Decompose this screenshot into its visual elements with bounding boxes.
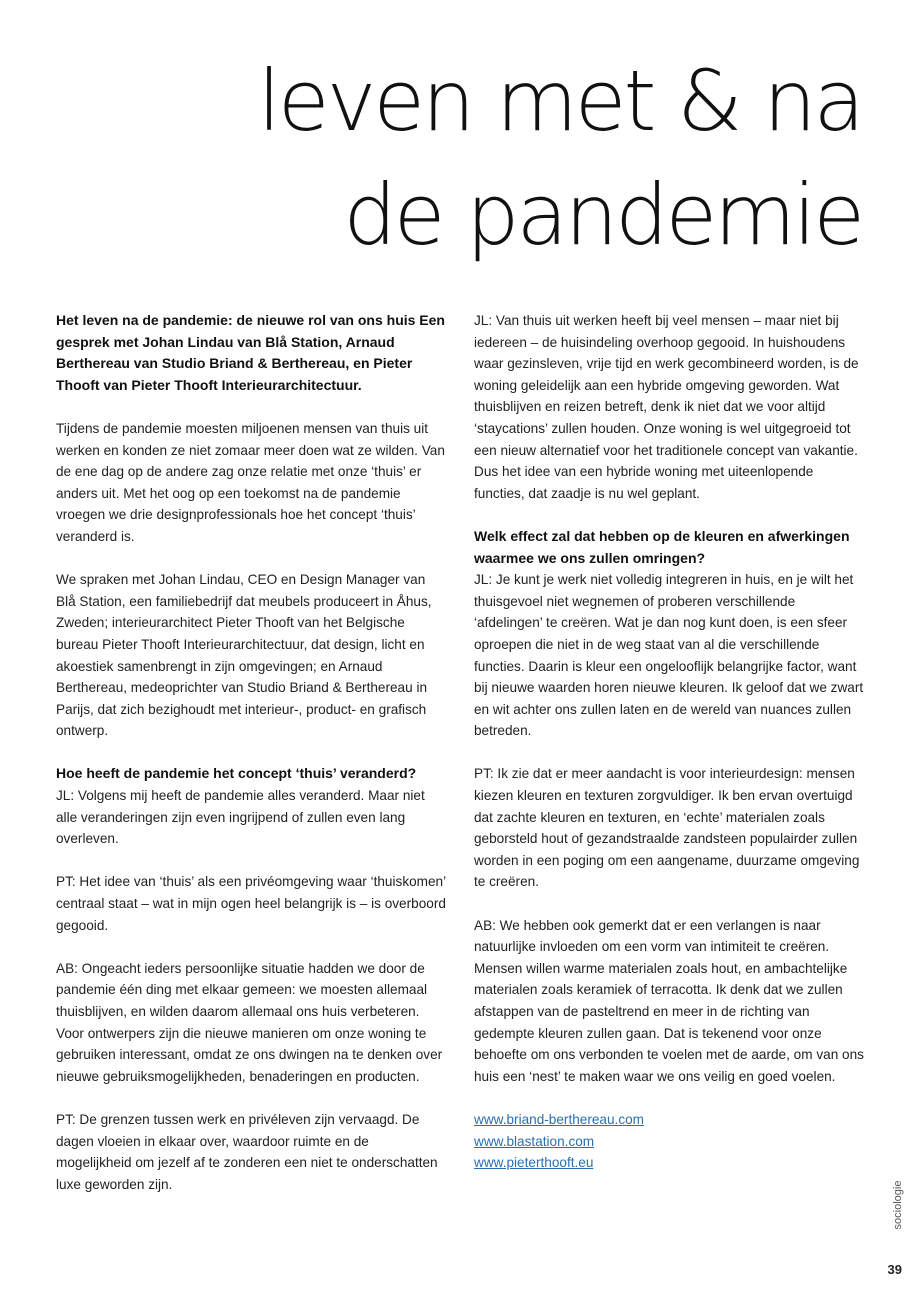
question-heading: Welk effect zal dat hebben op de kleuren en afwerkingen waarmee we ons zullen omringen? (474, 527, 850, 566)
intro-paragraph-2: We spraken met Johan Lindau, CEO en Design Manager van Blå Station, een familiebedrijf dat meubels produceert in Åhus, Zweden; interieurarchitect Pieter Thooft van het Belgische bureau Pieter Thooft Interieurarchitectuur, dat design, licht en akoestiek samenbrengt in zijn omgevingen; en Arnaud Berthereau, medeoprichter van Studio Briand & Berthereau in Parijs, dat zich bezighoudt met interieur-, product- en grafisch ontwerp. (56, 572, 432, 739)
link-list (474, 1109, 866, 1174)
link-pieterthooft[interactable]: www.pieterthooft.eu (474, 1155, 594, 1171)
section-label-text: sociologie (892, 1180, 904, 1230)
question-heading: Hoe heeft de pandemie het concept ‘thuis’ veranderd? (56, 765, 417, 782)
title-line-2: de pandemie (343, 166, 862, 264)
right-column (474, 310, 866, 1174)
left-column (56, 310, 448, 1217)
qa-block-2 (474, 526, 866, 742)
page-number: 39 (887, 1262, 902, 1277)
section-label (880, 1170, 916, 1240)
title-line-1: leven met & na (257, 52, 862, 150)
answer-paragraph: JL: Van thuis uit werken heeft bij veel mensen – maar niet bij iedereen – de huisindeling overhoop gegooid. In huishoudens waar gezinsleven, vrije tijd en werk gecombineerd worden, is de woning geleidelijk aan een hybride omgeving geworden. Wat thuisblijven en reizen betreft, denk ik niet dat we voor altijd ‘staycations’ zullen houden. Onze woning is wel uitgegroeid tot een nieuw alternatief voor het traditionele concept van vakantie. Dus het idee van een hybride woning met uiteenlopende functies, dat zaadje is nu wel geplant. (474, 313, 859, 501)
answer-paragraph: JL: Je kunt je werk niet volledig integreren in huis, en je wilt het thuisgevoel niet wegnemen of proberen verschillende ‘afdelingen’ te creëren. Wat je dan nog kunt doen, is een sfeer oproepen die niet in de weg staat van al die verschillende functies. Daarin is kleur een ongelooflijk belangrijke factor, want bij nieuwe waarden horen nieuwe kleuren. Ik geloof dat we zwart en wit achter ons zullen laten en de wereld van nuances zullen betreden. (474, 572, 864, 739)
answer-paragraph: JL: Volgens mij heeft de pandemie alles veranderd. Maar niet alle veranderingen zijn even ingrijpend of zullen even lang overleven. (56, 788, 425, 847)
lead-paragraph: Het leven na de pandemie: de nieuwe rol van ons huis Een gesprek met Johan Lindau van Blå Station, Arnaud Berthereau van Studio Briand & Berthereau, en Pieter Thooft van Pieter Thooft Interieurarchitectuur. (56, 312, 445, 393)
intro-paragraph-1: Tijdens de pandemie moesten miljoenen mensen van thuis uit werken en konden ze niet zomaar meer doen wat ze wilden. Van de ene dag op de andere zag onze relatie met onze ‘thuis’ er anders uit. Met het oog op een toekomst na de pandemie vroegen we drie designprofessionals hoe het concept ‘thuis’ veranderd is. (56, 420, 445, 544)
answer-paragraph: PT: Ik zie dat er meer aandacht is voor interieurdesign: mensen kiezen kleuren en texturen zorgvuldiger. Ik ben ervan overtuigd dat zachte kleuren en texturen, en ‘echte’ materialen zoals geborsteld hout of gezandstraalde zandsteen populairder zullen worden in een poging om een aangename, duurzame omgeving te creëren. (474, 766, 860, 890)
page-title (258, 44, 862, 272)
link-blastation[interactable]: www.blastation.com (474, 1133, 595, 1149)
answer-paragraph: PT: Het idee van ‘thuis’ als een privéomgeving waar ‘thuiskomen’ centraal staat – wat in mijn ogen heel belangrijk is – is overboord gegooid. (56, 874, 446, 933)
answer-paragraph: AB: Ongeacht ieders persoonlijke situatie hadden we door de pandemie één ding met elkaar gemeen: we moesten allemaal thuisblijven, en wilden daarom allemaal ons huis verbeteren. Voor ontwerpers zijn die nieuwe manieren om onze woning te gebruiken interessant, omdat ze ons dwingen na te denken over nieuwe gebruiksmogelijkheden, benaderingen en producten. (56, 960, 443, 1084)
answer-paragraph: AB: We hebben ook gemerkt dat er een verlangen is naar natuurlijke invloeden om een vorm van intimiteit te creëren. Mensen willen warme materialen zoals hout, en ambachtelijke materialen zoals keramiek of terracotta. Ik denk dat we zullen afstappen van de pasteltrend en meer in de richting van gedempte kleuren zullen gaan. Dat is tekenend voor onze behoefte om ons verbonden te voelen met de aarde, om van ons huis een ‘nest’ te maken waar we ons veilig en goed voelen. (474, 917, 864, 1084)
answer-paragraph: PT: De grenzen tussen werk en privéleven zijn vervaagd. De dagen vloeien in elkaar over, waardoor ruimte en de mogelijkheid om jezelf af te zonderen een niet te onderschatten luxe geworden zijn. (56, 1111, 438, 1192)
link-briand-berthereau[interactable]: www.briand-berthereau.com (474, 1111, 645, 1127)
qa-block-1 (56, 763, 448, 849)
